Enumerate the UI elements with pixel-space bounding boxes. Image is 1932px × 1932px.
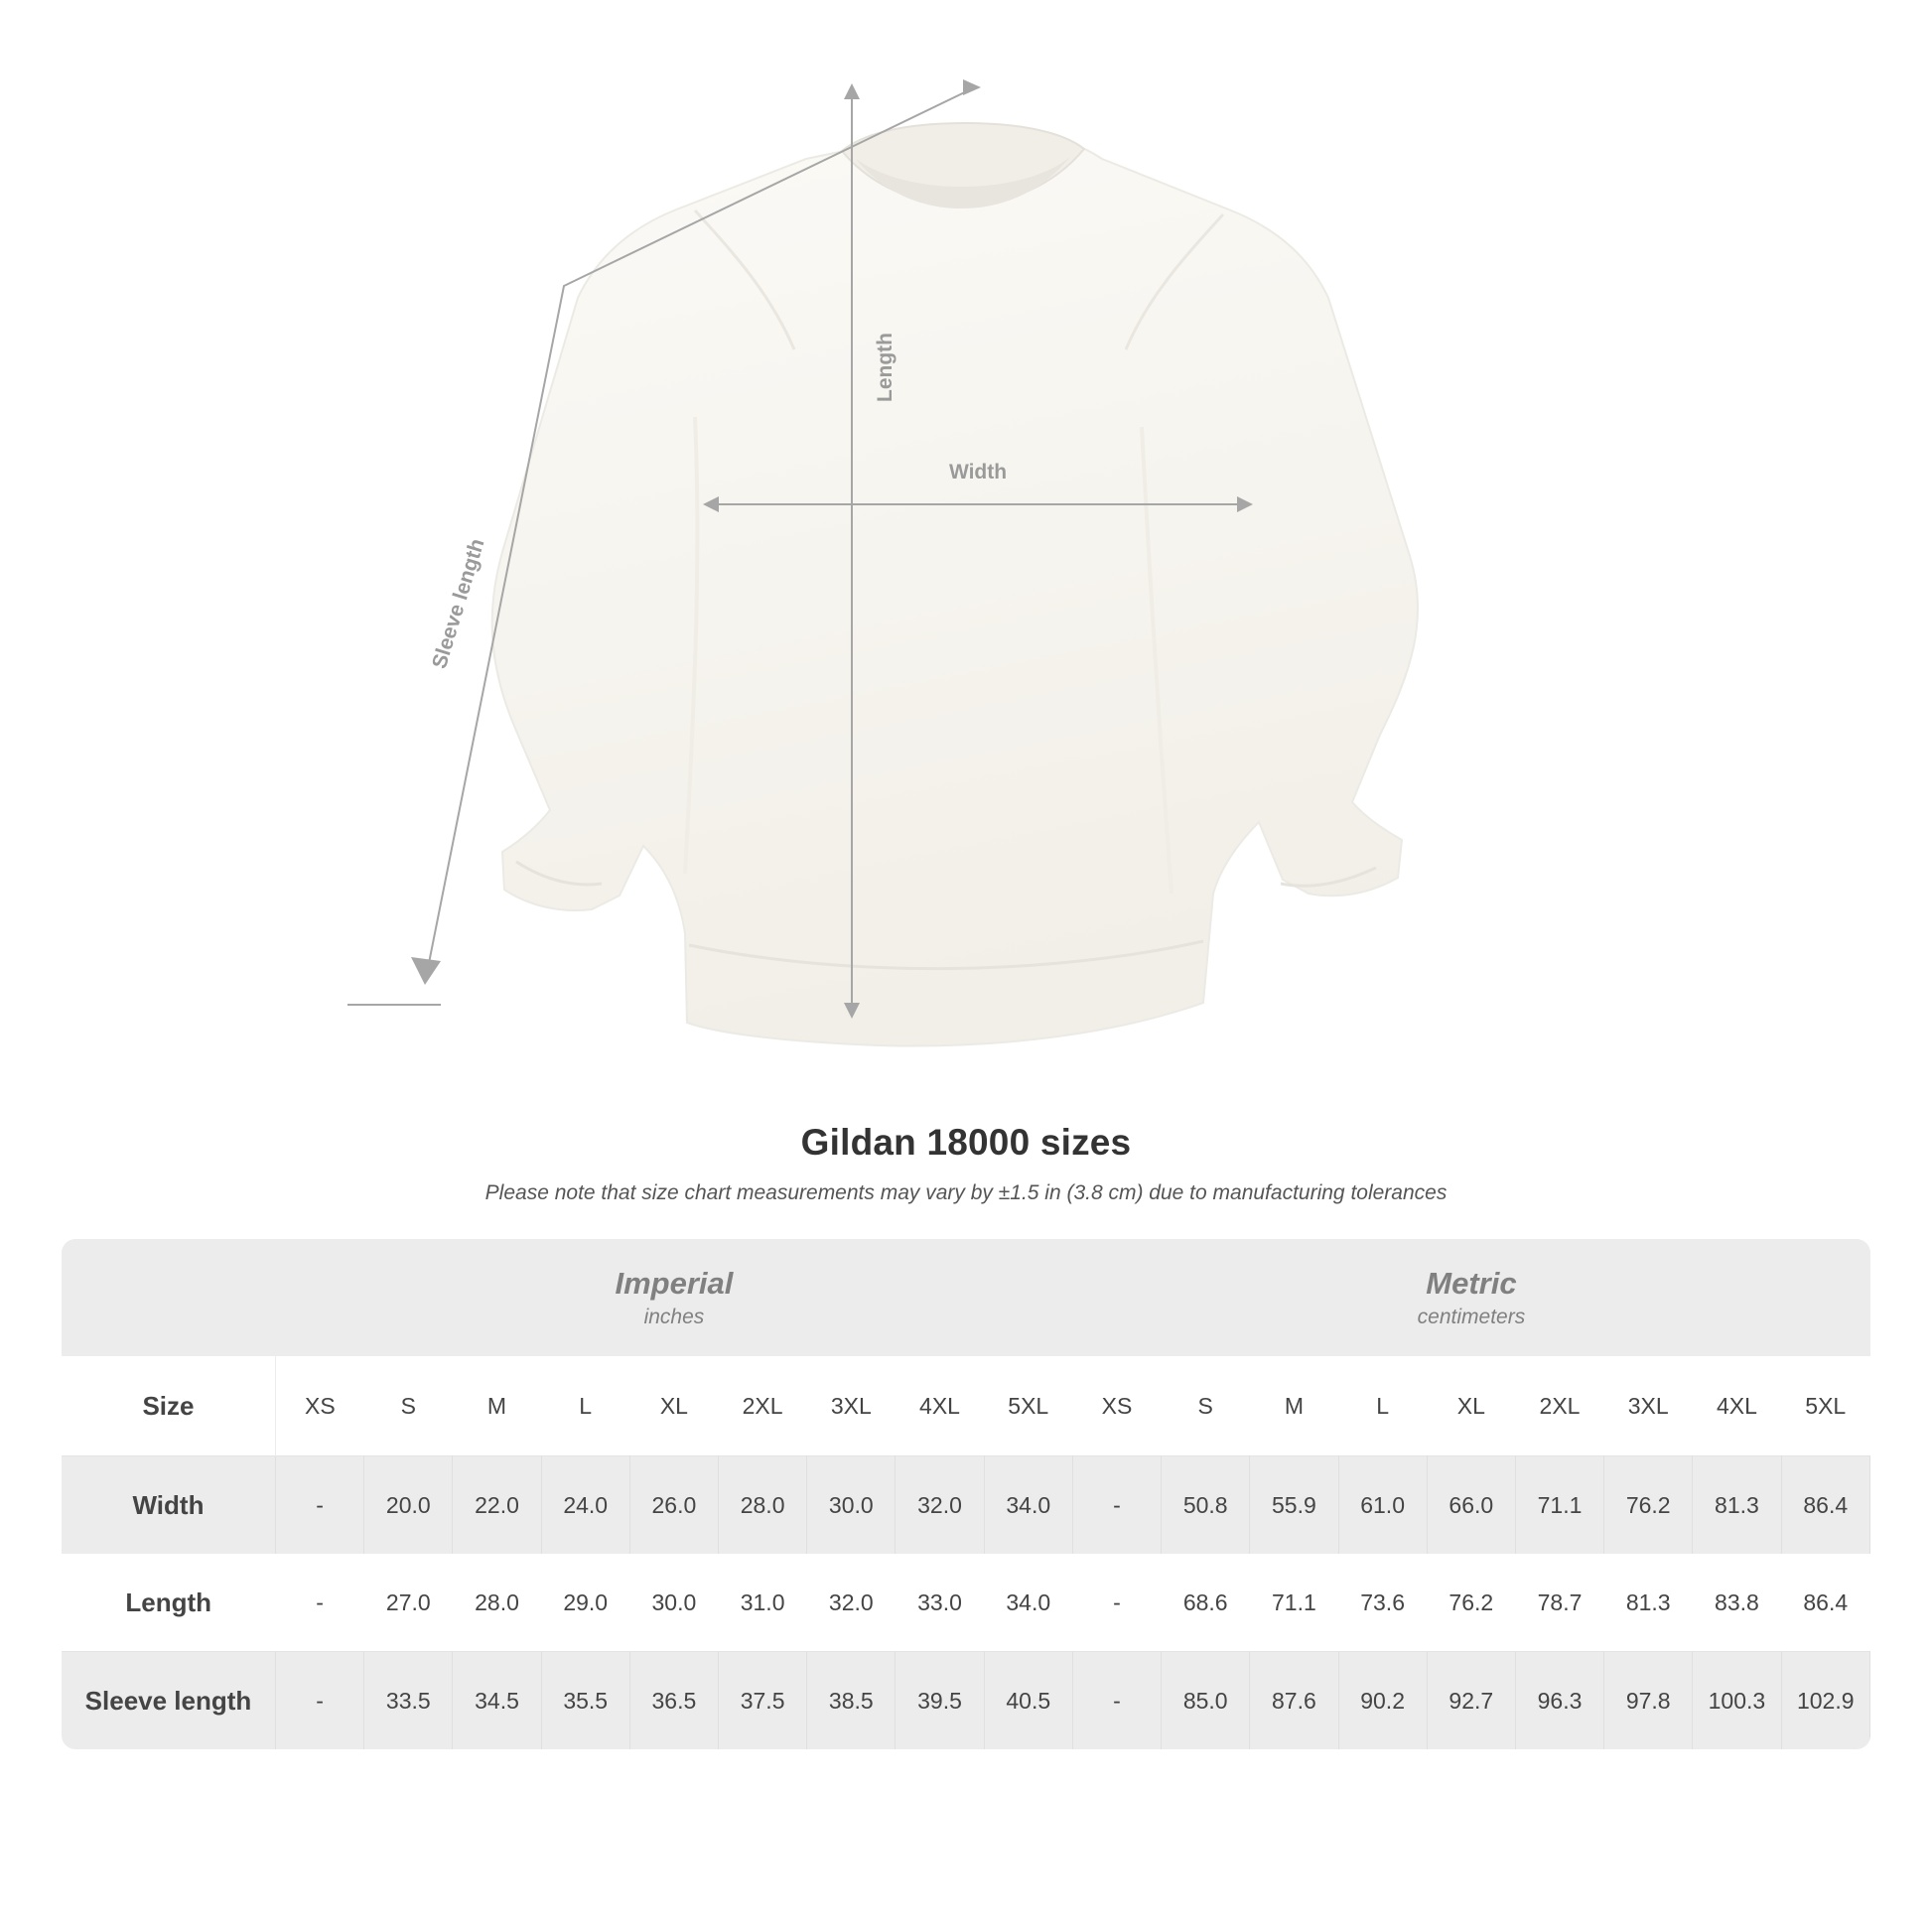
cell-sleeve-metric-2xl: 96.3 [1515, 1652, 1603, 1750]
header-imperial-5xl: 5XL [984, 1356, 1072, 1456]
cell-length-metric-5xl: 86.4 [1781, 1554, 1869, 1652]
cell-width-metric-xs: - [1072, 1456, 1161, 1555]
cell-sleeve-imperial-5xl: 40.5 [984, 1652, 1072, 1750]
row-label-length: Length [62, 1554, 275, 1652]
size-header-row [62, 1356, 1870, 1456]
header-imperial-xs: XS [275, 1356, 363, 1456]
cell-width-metric-4xl: 81.3 [1693, 1456, 1781, 1555]
header-metric-m: M [1250, 1356, 1338, 1456]
table-corner-cell [62, 1239, 275, 1356]
label-length: Length [874, 333, 897, 402]
cell-length-metric-l: 73.6 [1338, 1554, 1427, 1652]
cell-width-metric-3xl: 76.2 [1604, 1456, 1693, 1555]
cell-length-metric-xl: 76.2 [1427, 1554, 1515, 1652]
cell-sleeve-imperial-s: 33.5 [364, 1652, 453, 1750]
header-metric-4xl: 4XL [1693, 1356, 1781, 1456]
cell-sleeve-metric-s: 85.0 [1162, 1652, 1250, 1750]
unit-metric-sub: centimeters [1417, 1305, 1526, 1328]
cell-width-imperial-xl: 26.0 [629, 1456, 718, 1555]
size-table [62, 1239, 1870, 1749]
unit-imperial-cell [275, 1239, 1072, 1356]
row-label-width: Width [62, 1456, 275, 1555]
cell-width-metric-l: 61.0 [1338, 1456, 1427, 1555]
label-sleeve-length: Sleeve length [427, 535, 489, 672]
cell-sleeve-metric-l: 90.2 [1338, 1652, 1427, 1750]
cell-sleeve-imperial-l: 35.5 [541, 1652, 629, 1750]
cell-length-imperial-m: 28.0 [453, 1554, 541, 1652]
cell-sleeve-imperial-xl: 36.5 [629, 1652, 718, 1750]
table-row [62, 1554, 1870, 1652]
sweatshirt-shape [492, 123, 1418, 1045]
tolerance-note: Please note that size chart measurements may vary by ±1.5 in (3.8 cm) due to manufacturing tolerances [484, 1181, 1448, 1204]
cell-width-imperial-m: 22.0 [453, 1456, 541, 1555]
row-label-sleeve-length: Sleeve length [62, 1652, 275, 1750]
cell-width-imperial-s: 20.0 [364, 1456, 453, 1555]
header-imperial-3xl: 3XL [807, 1356, 896, 1456]
unit-imperial-name: Imperial [615, 1265, 734, 1301]
cell-length-imperial-3xl: 32.0 [807, 1554, 896, 1652]
header-metric-xl: XL [1427, 1356, 1515, 1456]
cell-width-imperial-4xl: 32.0 [896, 1456, 984, 1555]
header-metric-2xl: 2XL [1515, 1356, 1603, 1456]
cell-length-metric-m: 71.1 [1250, 1554, 1338, 1652]
header-imperial-4xl: 4XL [896, 1356, 984, 1456]
header-metric-l: L [1338, 1356, 1427, 1456]
cell-sleeve-metric-3xl: 97.8 [1604, 1652, 1693, 1750]
page-title: Gildan 18000 sizes [800, 1122, 1132, 1163]
cell-width-metric-2xl: 71.1 [1515, 1456, 1603, 1555]
cell-sleeve-imperial-xs: - [275, 1652, 363, 1750]
header-imperial-m: M [453, 1356, 541, 1456]
cell-length-metric-4xl: 83.8 [1693, 1554, 1781, 1652]
cell-length-imperial-5xl: 34.0 [984, 1554, 1072, 1652]
header-metric-3xl: 3XL [1604, 1356, 1693, 1456]
cell-length-metric-s: 68.6 [1162, 1554, 1250, 1652]
table-row [62, 1652, 1870, 1750]
header-size-label: Size [62, 1356, 275, 1456]
cell-length-imperial-2xl: 31.0 [719, 1554, 807, 1652]
cell-sleeve-imperial-4xl: 39.5 [896, 1652, 984, 1750]
header-imperial-2xl: 2XL [719, 1356, 807, 1456]
cell-width-imperial-2xl: 28.0 [719, 1456, 807, 1555]
size-table-container [62, 1239, 1870, 1749]
header-imperial-xl: XL [629, 1356, 718, 1456]
cell-sleeve-imperial-m: 34.5 [453, 1652, 541, 1750]
cell-length-metric-2xl: 78.7 [1515, 1554, 1603, 1652]
cell-width-metric-xl: 66.0 [1427, 1456, 1515, 1555]
cell-sleeve-metric-xs: - [1072, 1652, 1161, 1750]
cell-length-imperial-s: 27.0 [364, 1554, 453, 1652]
cell-sleeve-metric-5xl: 102.9 [1781, 1652, 1869, 1750]
label-width: Width [948, 461, 1008, 483]
title-block [0, 1122, 1932, 1205]
cell-width-metric-s: 50.8 [1162, 1456, 1250, 1555]
header-imperial-s: S [364, 1356, 453, 1456]
cell-length-imperial-4xl: 33.0 [896, 1554, 984, 1652]
header-metric-5xl: 5XL [1781, 1356, 1869, 1456]
cell-width-imperial-5xl: 34.0 [984, 1456, 1072, 1555]
unit-metric-cell [1072, 1239, 1869, 1356]
cell-sleeve-metric-m: 87.6 [1250, 1652, 1338, 1750]
cell-length-imperial-xl: 30.0 [629, 1554, 718, 1652]
cell-length-imperial-l: 29.0 [541, 1554, 629, 1652]
cell-sleeve-metric-4xl: 100.3 [1693, 1652, 1781, 1750]
cell-length-metric-xs: - [1072, 1554, 1161, 1652]
unit-imperial-sub: inches [643, 1305, 705, 1328]
cell-width-metric-m: 55.9 [1250, 1456, 1338, 1555]
header-metric-s: S [1162, 1356, 1250, 1456]
cell-width-metric-5xl: 86.4 [1781, 1456, 1869, 1555]
cell-width-imperial-l: 24.0 [541, 1456, 629, 1555]
cell-sleeve-imperial-3xl: 38.5 [807, 1652, 896, 1750]
header-imperial-l: L [541, 1356, 629, 1456]
cell-length-imperial-xs: - [275, 1554, 363, 1652]
cell-sleeve-imperial-2xl: 37.5 [719, 1652, 807, 1750]
cell-sleeve-metric-xl: 92.7 [1427, 1652, 1515, 1750]
cell-width-imperial-xs: - [275, 1456, 363, 1555]
header-metric-xs: XS [1072, 1356, 1161, 1456]
table-row [62, 1456, 1870, 1555]
cell-length-metric-3xl: 81.3 [1604, 1554, 1693, 1652]
cell-width-imperial-3xl: 30.0 [807, 1456, 896, 1555]
unit-metric-name: Metric [1426, 1265, 1517, 1301]
unit-header-row [62, 1239, 1870, 1356]
